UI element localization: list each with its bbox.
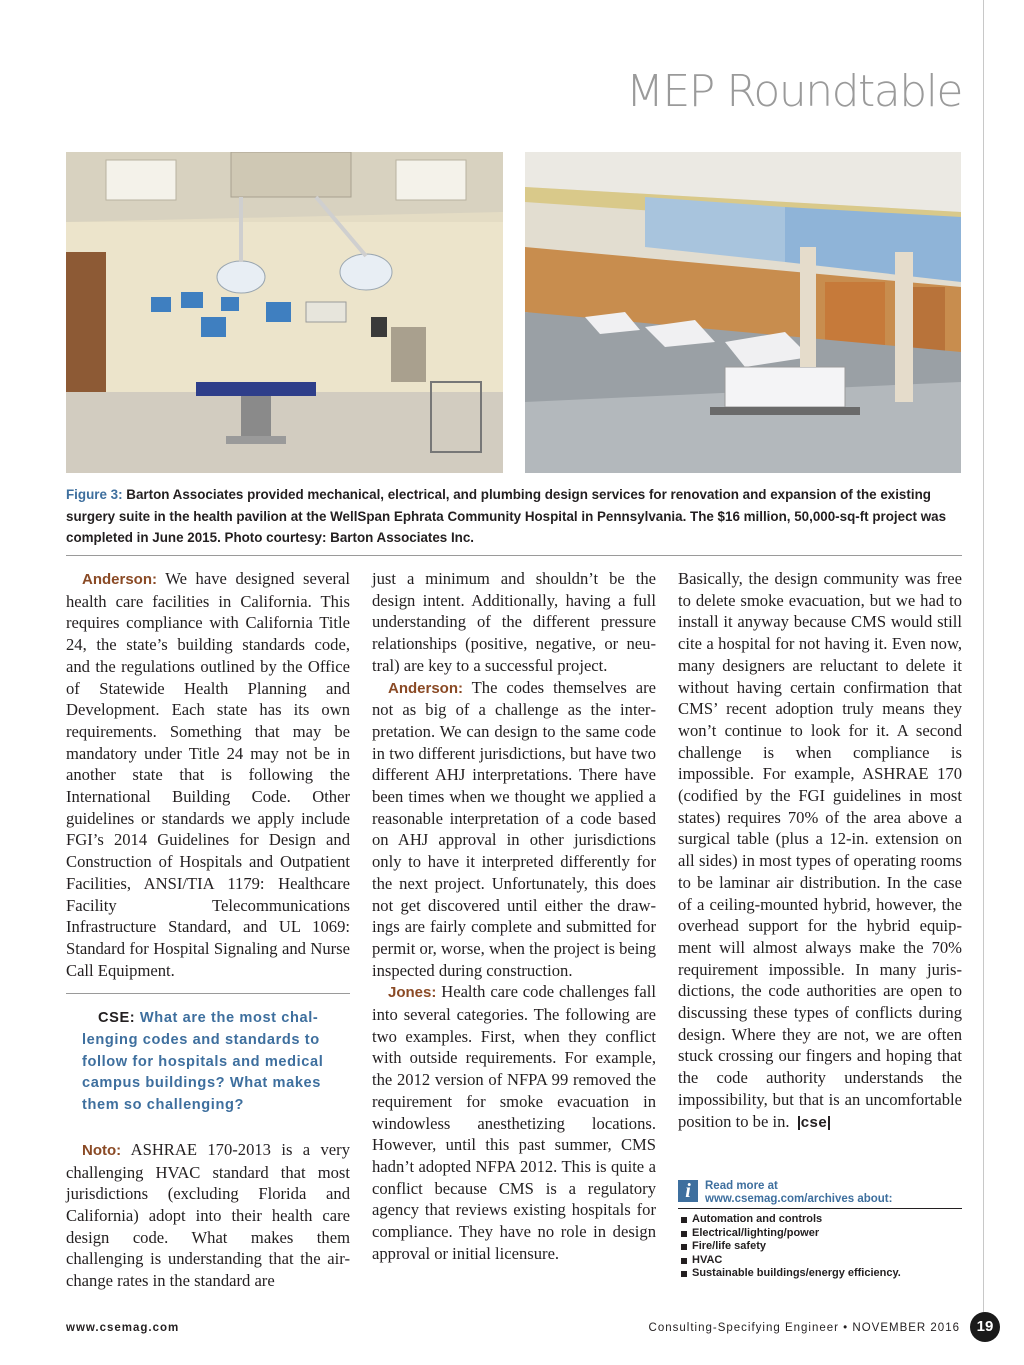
end-mark: cse — [798, 1116, 831, 1130]
read-more-topic[interactable]: HVAC — [678, 1254, 962, 1268]
paragraph-text: We have designed several health care facilities in California. This requires compliance with California Title 24, the state’s building standards code, and the regulations outlined by the Office of Statewide Health Planning and Development. Each state has its own requirements. Something that may be mandatory under Title 24 may not be in another state that is following the International Building Code. Other guidelines or standards we apply include FGI’s 2014 Guidelines for Design and Construction of Hospitals and Outpatient Facilities, ANSI/TIA 1179: Healthcare Facility Telecommunications Infrastructure Standard, and UL 1069: Standard for Hospital Signaling and Nurse Call Equipment. — [66, 569, 350, 980]
paragraph-anderson-1 — [66, 568, 350, 981]
speaker-name: Jones: — [388, 984, 437, 1002]
footer-url[interactable]: www.csemag.com — [66, 1322, 180, 1334]
paragraph-text: ASHRAE 170-2013 is a very challenging HVAC standard that most jurisdictions (excluding Florida and California) adopt into their health care design code. What makes them challenging is understanding that the air-change rates in the standard are — [66, 1139, 350, 1291]
read-more-topic[interactable]: Fire/life safety — [678, 1240, 962, 1254]
page-edge-rule — [983, 0, 984, 1330]
interview-question — [66, 1008, 350, 1117]
read-more-line1: Read more at — [705, 1180, 778, 1192]
figure-caption-text: Barton Associates provided mechanical, electrical, and plumbing design services for renovation and expansion of the existing surgery suite in the health pavilion at the WellSpan Ephrata Community Hospital in Pennsylvania. The $16 million, 50,000-sq-ft project was completed in June 2015. Photo courtesy: Barton Associates Inc. — [66, 487, 947, 545]
footer-publication: Consulting-Specifying Engineer • NOVEMBER 2016 — [648, 1322, 960, 1334]
speaker-name: Noto: — [82, 1141, 122, 1159]
page-number: 19 — [970, 1312, 1000, 1342]
paragraph-anderson-2 — [372, 677, 656, 982]
paragraph-text: Basically, the design community was free to delete smoke evacuation, but we had to install it anyway because CMS would still cite a hospital for not having it. Even now, many designers are reluctant to delete it without having certain confirmation that CMS’ recent adoption truly means they won’t continue to look for it. A second challenge is when compliance is impossible. For example, ASHRAE 170 (codified by the FGI guidelines in most states) requires 70% of the area above a surgical table (plus a 12-in. extension on all sides) in most types of operating rooms to be laminar air distribution. In the case of a ceiling-mounted hybrid, however, the overhead support for the hybrid equipment will almost always make the 70% requirement impossible. In many jurisdictions, the code authorities are open to discussing these types of conflicts during design. Where they are not, we are often stuck crossing our fingers and hoping that the code authority understands the impossibility, but that is an uncomfortable position to be in. — [678, 569, 962, 1131]
figure-caption — [66, 484, 966, 549]
read-more-url[interactable]: www.csemag.com/archives about: — [705, 1192, 893, 1205]
recovery-bay-photo — [525, 152, 961, 473]
paragraph-continued — [678, 568, 962, 1132]
figure-label: Figure 3: — [66, 487, 123, 502]
read-more-topic[interactable]: Electrical/lighting/power — [678, 1227, 962, 1241]
paragraph-text: The codes themselves are not as big of a challenge as the interpretation. We can design to the same code in two different jurisdictions, but have two different AHJ interpretations. There have been times when we thought we applied a reasonable interpretation of a code based on AHJ approval in other jurisdictions only to have it interpreted differently for the next project. Unfortunately, this does not get discovered until either the drawings are fairly complete and submitted for permit or, worse, when the project is being inspected during construction. — [372, 677, 656, 980]
operating-room-photo — [66, 152, 503, 473]
article-column-3 — [678, 568, 962, 1132]
read-more-topic[interactable]: Automation and controls — [678, 1213, 962, 1227]
read-more-text[interactable] — [705, 1180, 892, 1205]
speaker-name: Anderson: — [388, 679, 463, 697]
read-more-header — [678, 1180, 962, 1209]
article-column-1 — [66, 568, 350, 1292]
section-title: MEP Roundtable — [626, 66, 962, 117]
read-more-topic[interactable]: Sustainable buildings/energy efficiency. — [678, 1267, 962, 1281]
info-icon: i — [678, 1180, 698, 1202]
paragraph-noto — [66, 1139, 350, 1292]
question-divider — [66, 993, 350, 994]
question-label: CSE: — [98, 1010, 136, 1027]
read-more-box — [678, 1180, 962, 1281]
question-text: What are the most challenging codes and standards to follow for hospitals and medical campus buildings? What makes them so challenging? — [82, 1010, 324, 1114]
paragraph-continued: just a minimum and shouldn’t be the design intent. Additionally, having a full understanding of the different pressure relationships (positive, negative, or neutral) are key to a successful project. — [372, 569, 656, 675]
read-more-topics — [678, 1213, 962, 1281]
paragraph-text: Health care code challenges fall into several categories. The following are two examples. First, when they conflict with outside requirements. For example, the 2012 version of NFPA 99 removed the requirement for smoke evacuation in windowless anesthetizing locations. However, until this past summer, CMS hadn’t adopted NFPA 2012. This is quite a conflict because CMS is a regulatory agency that reviews existing hospitals for compliance. They have no role in design approval or initial licensure. — [372, 982, 656, 1263]
paragraph-jones — [372, 981, 656, 1264]
caption-divider — [66, 555, 962, 556]
speaker-name: Anderson: — [82, 571, 157, 588]
article-column-2 — [372, 568, 656, 1265]
